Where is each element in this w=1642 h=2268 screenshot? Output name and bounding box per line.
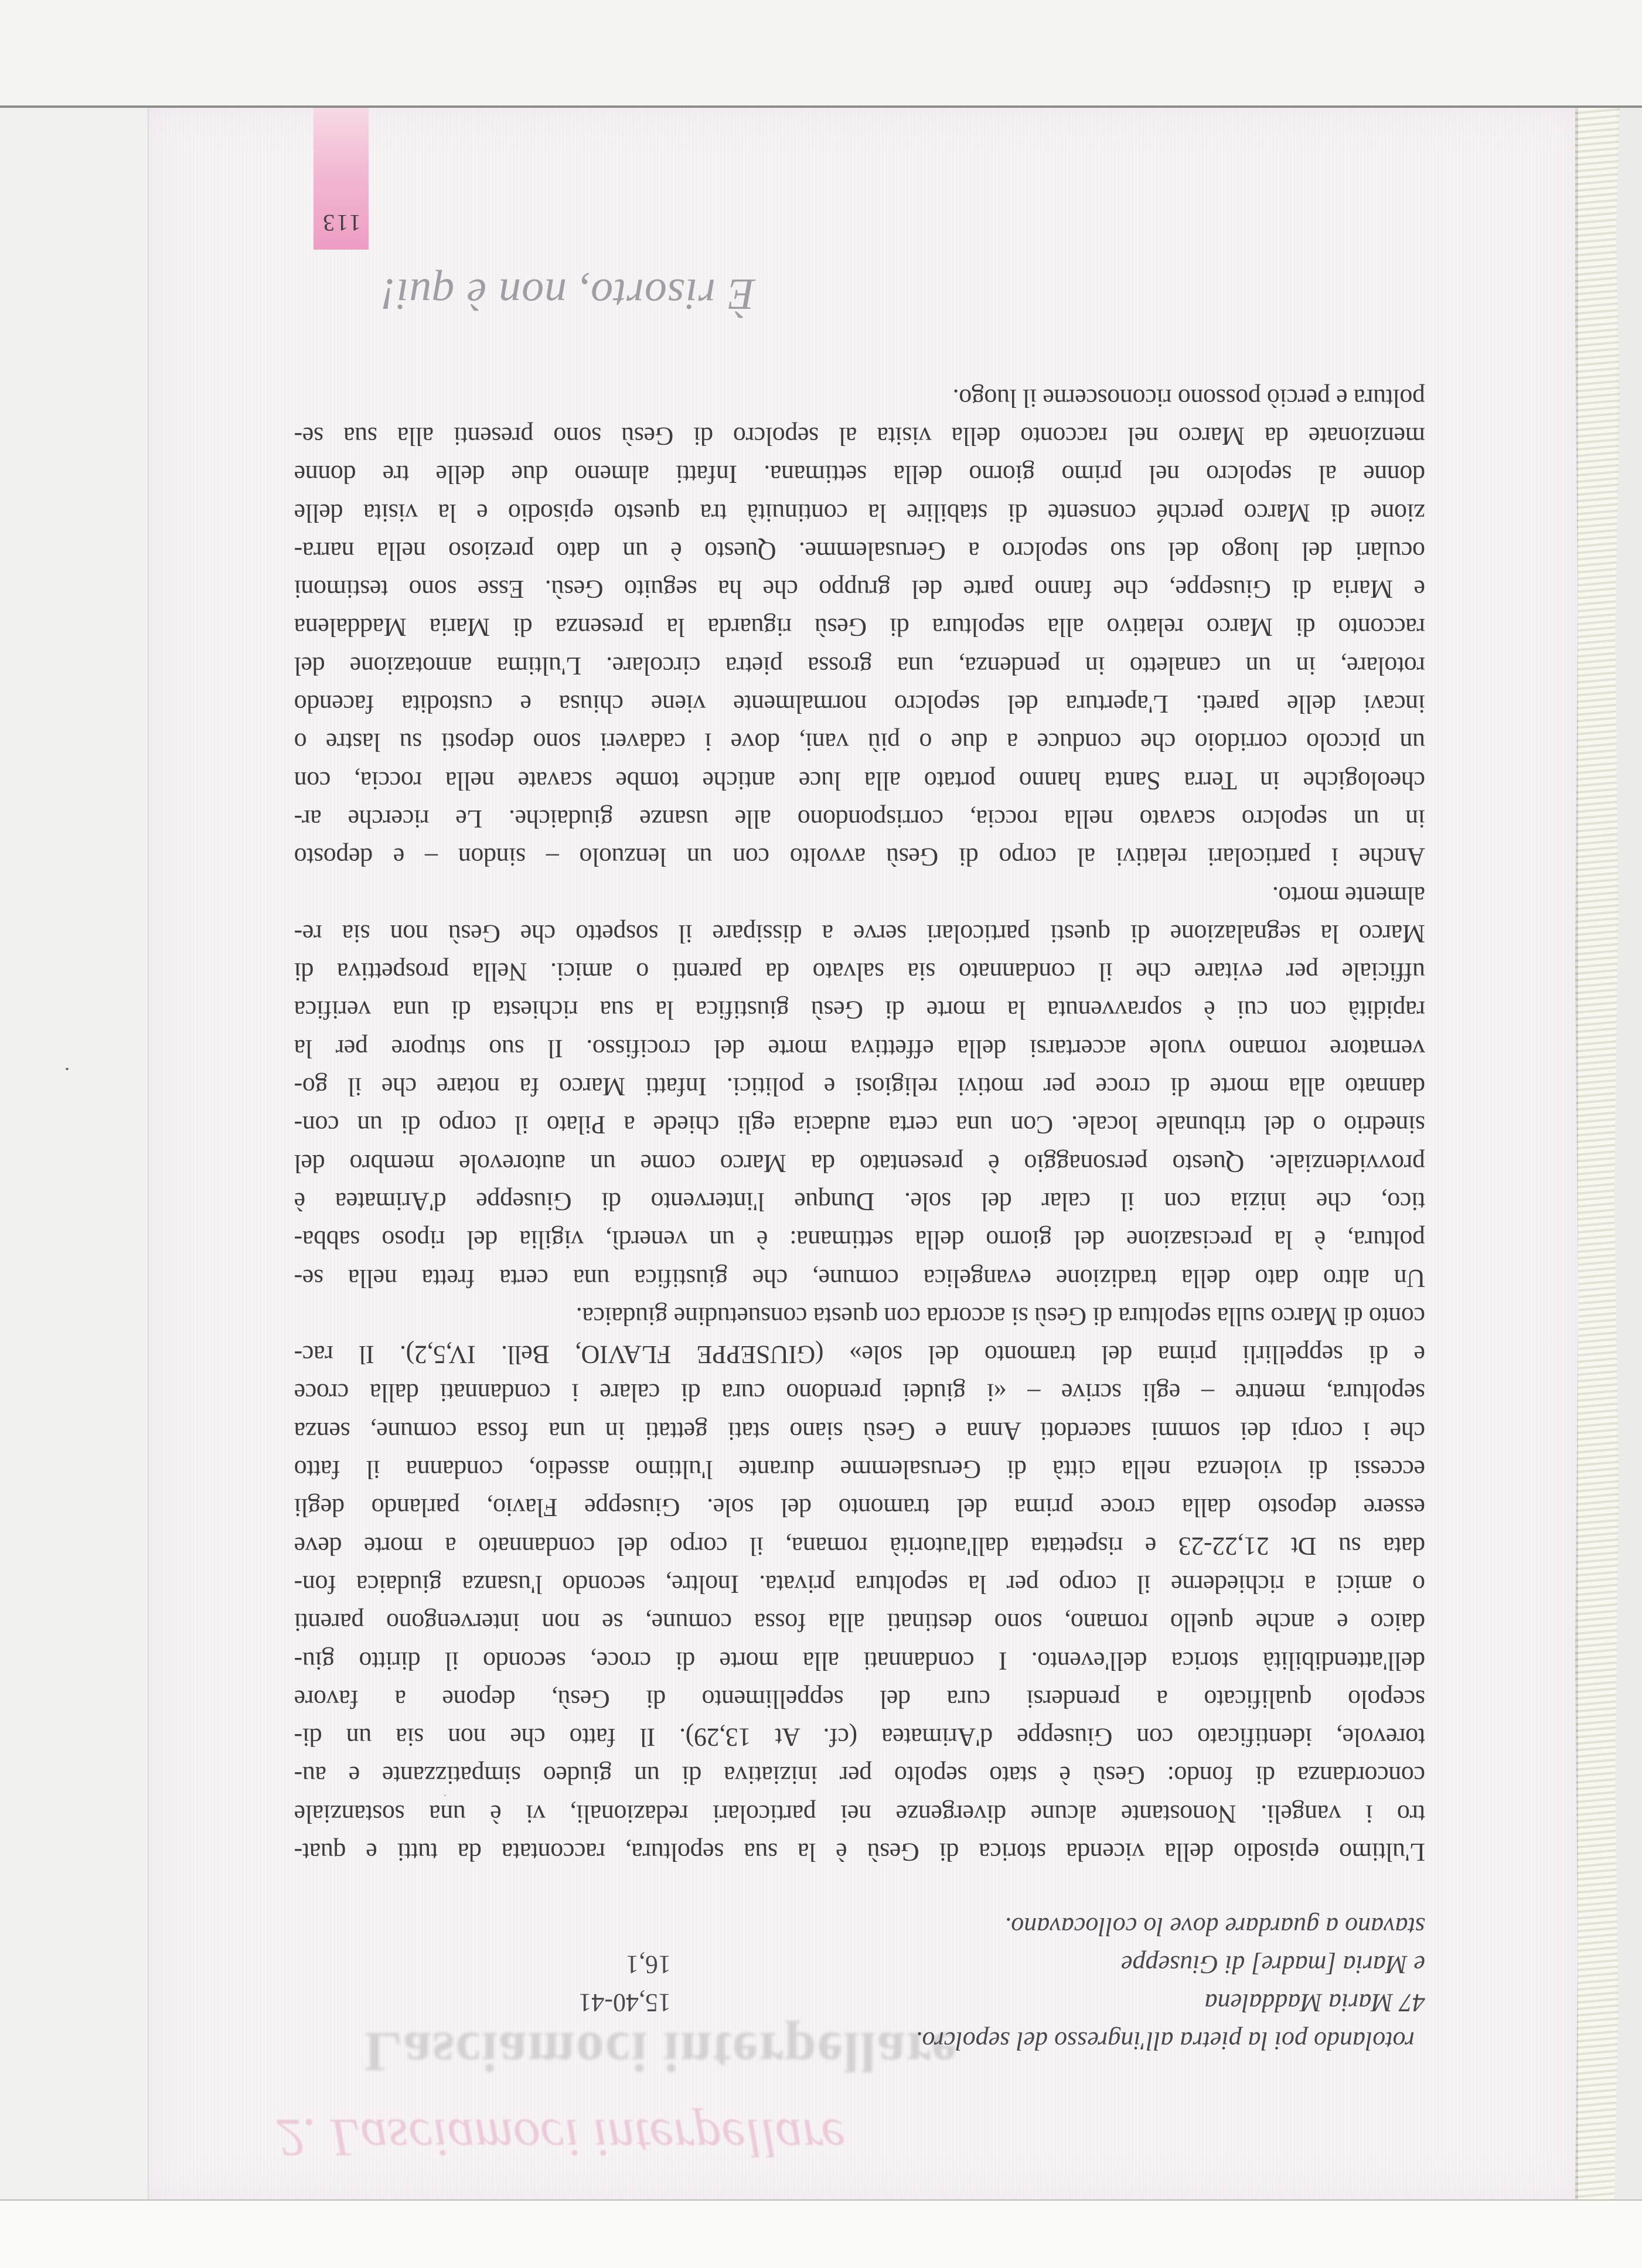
body-line: incavi delle pareti. L'apertura del sepolcro normalmente viene chiusa e custodita facendo (294, 690, 1425, 719)
torn-paper-edge (1575, 108, 1620, 2199)
verse-text: 47 Maria Maddalena (1204, 1988, 1425, 2017)
body-line: Anche i particolari relativi al corpo di Gesù avvolto con un lenzuolo – sindon – e deposto (294, 843, 1425, 872)
scanner-bed-left-margin (0, 108, 149, 2199)
body-line: conto di Marco sulla sepoltura di Gesù si accorda con questa consuetudine giudaica. (576, 1302, 1425, 1331)
page-number-tab (314, 108, 369, 250)
bleed-through-heading-ghost: Lasciamoci interpellare (364, 2021, 958, 2083)
body-line: tro i vangeli. Nonostante alcune divergenze nei particolari redazionali, vi è una sostanziale (294, 1799, 1425, 1828)
body-line: sepoltura, mentre – egli scrive – «i giudei prendono cura di calare i condannati dalla croce (294, 1378, 1425, 1408)
body-line: ufficiale per evitare che il condannato sia salvato da parenti o amici. Nella prospettiva di (294, 958, 1425, 987)
body-line: cheologiche in Terra Santa hanno portato alla luce antiche tombe scavate nella roccia, con (294, 766, 1425, 795)
body-line: sinedrio o del tribunale locale. Con una certa audacia egli chiede a Pilato il corpo di un con- (294, 1111, 1425, 1140)
body-line: almente morto. (1272, 881, 1425, 910)
body-line: e di seppellirli prima del tramonto del sole» (GIUSEPPE FLAVIO, Bell. IV,5,2). Il rac- (294, 1340, 1425, 1370)
verse-row (294, 1984, 1425, 2022)
body-line: daico e anche quello romano, sono destinati alla fossa comune, se non intervengono parenti (294, 1608, 1425, 1637)
bleed-through-heading-pink: 2. Lasciamoci interpellare (277, 2108, 846, 2168)
body-line: racconto di Marco relativo alla sepoltura di Gesù riguarda la presenza di Maria Maddalena (294, 613, 1425, 642)
scanner-bed-top-band (0, 0, 1642, 108)
body-line: Un altro dato della tradizione evangelica comune, che giustifica una certa fretta nella se- (294, 1264, 1425, 1293)
body-line: un piccolo corridoio che conduce a due o più vani, dove i cadaveri sono deposti su lastre o (294, 728, 1425, 757)
body-line: zione di Marco perché consente di stabilire la continuità tra questo episodio e la visita delle (294, 498, 1425, 527)
body-line: rapidità con cui è sopravvenuta la morte di Gesù giustifica la sua richiesta di una verifica (294, 996, 1425, 1025)
body-line: dannato alla morte di croce per motivi religiosi e politici. Infatti Marco fa notare che il go- (294, 1072, 1425, 1102)
body-line: torevole, identificato con Giuseppe d'Arimatea (cf. At 13,29). Il fatto che non sia un di- (294, 1723, 1425, 1752)
body-line: oculari del luogo del suo sepolcro a Gerusalemme. Questo è un dato prezioso nella narra- (294, 536, 1425, 566)
page-number: 113 (321, 210, 361, 236)
scripture-quote-block (294, 1908, 1425, 2060)
verse-text: e Maria [madre] di Giuseppe (1121, 1950, 1425, 1979)
body-line: menzionate da Marco nel racconto della visita al sepolcro di Gesù sono presenti alla sua se- (294, 422, 1425, 451)
body-line: poltura e perciò possono riconoscerne il luogo. (953, 383, 1425, 413)
body-line: vernatore romano vuole accertarsi della effettiva morte del crocifisso. Il suo stupore per la (294, 1034, 1425, 1063)
body-line: essere deposto dalla croce prima del tramonto del sole. Giuseppe Flavio, parlando degli (294, 1493, 1425, 1523)
body-line: scepolo qualificato a prendersi cura del seppellimento di Gesù, depone a favore (294, 1684, 1425, 1714)
verse-reference: 15,40-41 (578, 1988, 671, 2017)
body-line: in un sepolcro scavato nella roccia, corrispondono alle usanze giudaiche. Le ricerche ar- (294, 804, 1425, 833)
body-line: Marco la segnalazione di questi particolari serve a dissipare il sospetto che Gesù non sia re- (294, 919, 1425, 948)
body-line: e Maria di Giuseppe, che fanno parte del gruppo che ha seguito Gesù. Esse sono testimoni (294, 575, 1425, 604)
running-title: È risorto, non è qui! (380, 270, 755, 319)
verse-row (294, 1908, 1425, 1946)
body-line: che i corpi dei sommi sacerdoti Anna e Gesù siano stati gettati in una fossa comune, senza (294, 1416, 1425, 1446)
verse-row (294, 1946, 1425, 1984)
body-line: data su Dt 21,22-23 e rispettata dall'autorità romana, il corpo del condannato a morte deve (294, 1531, 1425, 1561)
verse-text: stavano a guardare dove lo collocavano. (1004, 1912, 1425, 1941)
quote-continuation-line: rotolando poi la pietra all'ingresso del sepolcro. (915, 2027, 1415, 2055)
dust-speck (444, 1794, 446, 1796)
dust-speck (66, 1068, 69, 1070)
body-line: concordanza di fondo: Gesù è stato sepolto per iniziativa di un giudeo simpatizzante e au- (294, 1761, 1425, 1790)
body-line: rotolare, in un canaletto in pendenza, una grossa pietra circolare. L'ultima annotazione del (294, 651, 1425, 680)
verse-rows (294, 1908, 1425, 2022)
body-line: donne al sepolcro nel primo giorno della settimana. Infatti almeno due delle tre donne (294, 460, 1425, 489)
body-line: dell'attendibilità storica dell'evento. I condannati alla morte di croce, secondo il diritto giu- (294, 1646, 1425, 1676)
verse-reference: 16,1 (626, 1950, 671, 1979)
body-line: o amici a richiederne il corpo per la sepoltura privata. Inoltre, secondo l'usanza giudaica fon- (294, 1569, 1425, 1599)
underlying-sheet-bottom-band (0, 2199, 1642, 2268)
body-line: tico, che inizia con il calar del sole. Dunque l'intervento di Giuseppe d'Arimatea è (294, 1187, 1425, 1216)
commentary-text-block (294, 379, 1425, 1871)
page-content-rotated-180 (149, 108, 1578, 2199)
body-line: eccessi di violenza nella città di Gerusalemme durante l'ultimo assedio, condanna il fatto (294, 1455, 1425, 1484)
body-line: poltura, è la precisazione del giorno della settimana: è un venerdì, vigilia del riposo sabba- (294, 1225, 1425, 1255)
body-line: provvidenziale. Questo personaggio è presentato da Marco come un autorevole membro del (294, 1149, 1425, 1178)
scanned-sheet (148, 108, 1578, 2199)
body-line: L'ultimo episodio della vicenda storica di Gesù è la sua sepoltura, raccontata da tutti e quat- (294, 1838, 1425, 1867)
